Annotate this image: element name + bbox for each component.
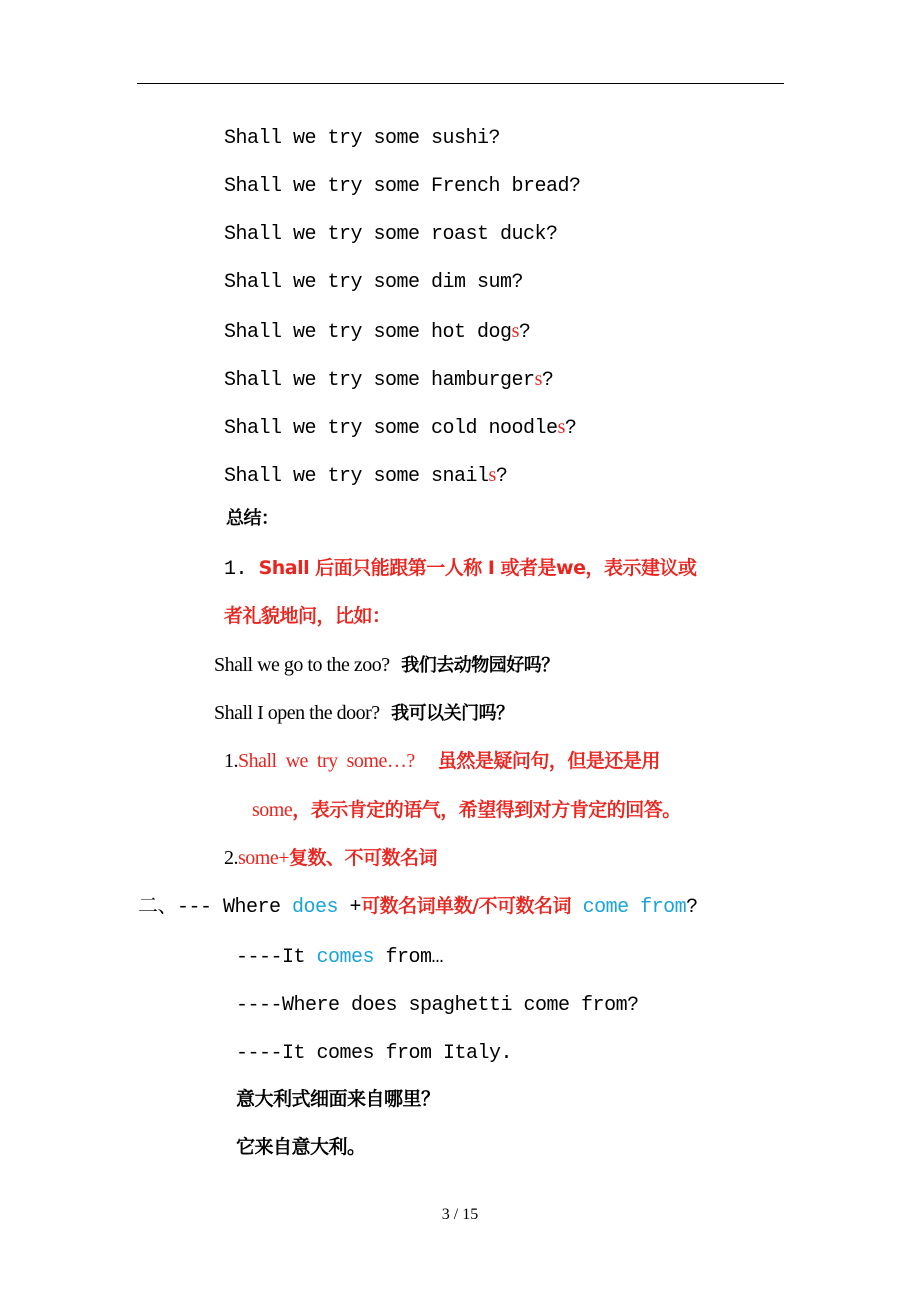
rule1-line2: 者礼貌地问，比如： xyxy=(224,605,391,627)
example-zoo: Shall we go to the zoo? 我们去动物园好吗？ xyxy=(214,654,559,676)
sentence-french-bread: Shall we try some French bread? xyxy=(224,175,581,198)
plural-s-highlight: s xyxy=(557,416,565,438)
sentence-hot-dogs: Shall we try some hot dogs? xyxy=(224,320,531,344)
dialog-question-spaghetti: ----Where does spaghetti come from? xyxy=(236,994,639,1017)
rule2-line2: some，表示肯定的语气，希望得到对方肯定的回答。 xyxy=(252,799,681,821)
sentence-cold-noodles: Shall we try some cold noodles? xyxy=(224,416,577,440)
example-door: Shall I open the door? 我可以关门吗？ xyxy=(214,702,514,724)
page-number: 3 / 15 xyxy=(441,1206,479,1223)
header-rule xyxy=(137,83,784,84)
rule3-line: 2.some+复数、不可数名词 xyxy=(224,847,438,869)
sentence-hamburgers: Shall we try some hamburgers? xyxy=(224,368,554,392)
sentence-roast-duck: Shall we try some roast duck? xyxy=(224,223,558,246)
plural-s-highlight: s xyxy=(488,464,496,486)
plural-s-highlight: s xyxy=(511,320,519,342)
rule1-line1: 1. Shall 后面只能跟第一人称 I 或者是we，表示建议或 xyxy=(224,557,697,581)
sentence-snails: Shall we try some snails? xyxy=(224,464,508,488)
sentence-sushi: Shall we try some sushi? xyxy=(224,127,501,150)
dialog-zh-question: 意大利式细面来自哪里？ xyxy=(236,1088,440,1110)
dialog-zh-answer: 它来自意大利。 xyxy=(236,1136,366,1158)
dialog-answer-italy: ----It comes from Italy. xyxy=(236,1042,513,1065)
sentence-dim-sum: Shall we try some dim sum? xyxy=(224,271,524,294)
dialog-answer-template: ----It comes from… xyxy=(236,946,444,969)
summary-label: 总结： xyxy=(226,508,279,529)
section2-heading: 二、--- Where does +可数名词单数/不可数名词 come from? xyxy=(138,895,698,919)
plural-s-highlight: s xyxy=(534,368,542,390)
rule2-line1: 1.Shall we try some…? 虽然是疑问句，但是还是用 xyxy=(224,750,660,772)
